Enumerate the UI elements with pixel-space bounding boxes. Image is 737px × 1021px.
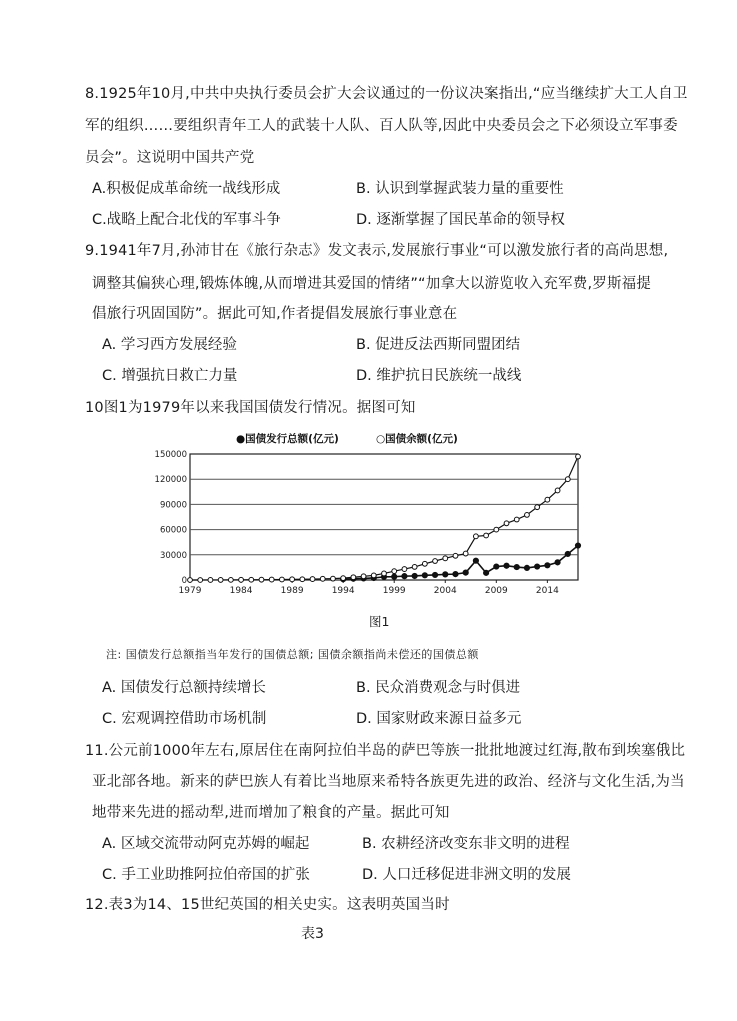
q11-option-c[interactable]: C. 手工业助推阿拉伯帝国的扩张 <box>102 867 310 883</box>
issued-total-point <box>514 564 519 569</box>
debt-balance-point <box>494 527 499 532</box>
series-debt-balance <box>188 454 581 582</box>
x-tick-label: 2009 <box>484 586 508 596</box>
debt-balance-point <box>249 577 254 582</box>
debt-balance-point <box>331 576 336 581</box>
legend-debt-balance: ○国债余额(亿元) <box>376 433 458 445</box>
issued-total-point <box>565 551 570 556</box>
issued-total-point <box>453 572 458 577</box>
debt-balance-point <box>412 564 417 569</box>
debt-balance-point <box>320 576 325 581</box>
debt-balance-point <box>565 477 570 482</box>
national-debt-line-chart <box>150 428 590 600</box>
debt-balance-point <box>218 578 223 583</box>
debt-balance-point <box>208 578 213 583</box>
q9-stem-line-2: 调整其偏狭心理,锻炼体魄,从而增进其爱国的情绪”“加拿大以游览收入充军费,罗斯福提 <box>92 276 652 292</box>
legend-issued-total: ●国债发行总额(亿元) <box>236 433 339 445</box>
debt-balance-point <box>228 577 233 582</box>
figure-caption: 图1 <box>369 614 390 629</box>
debt-balance-point <box>545 497 550 502</box>
q11-option-a[interactable]: A. 区域交流带动阿克苏姆的崛起 <box>102 836 310 852</box>
x-tick-label: 1979 <box>178 586 202 596</box>
issued-total-point <box>494 564 499 569</box>
plot-frame <box>190 454 578 580</box>
debt-balance-point <box>433 559 438 564</box>
issued-total-point <box>575 543 580 548</box>
issued-total-point <box>504 563 509 568</box>
q8-option-a[interactable]: A.积极促成革命统一战线形成 <box>92 181 281 197</box>
q9-stem-line-1: 9.1941年7月,孙沛甘在《旅行杂志》发文表示,发展旅行事业“可以激发旅行者的高尚思想, <box>85 243 669 259</box>
debt-balance-point <box>443 556 448 561</box>
debt-balance-point <box>300 577 305 582</box>
debt-balance-point <box>279 577 284 582</box>
x-axis-ticks <box>179 580 560 596</box>
debt-balance-point <box>535 505 540 510</box>
debt-balance-point <box>351 575 356 580</box>
debt-balance-point <box>371 573 376 578</box>
debt-balance-point <box>555 488 560 493</box>
x-tick-label: 1994 <box>331 586 355 596</box>
debt-balance-point <box>259 577 264 582</box>
y-tick-label: 60000 <box>159 525 187 536</box>
y-tick-label: 30000 <box>159 550 187 561</box>
x-tick-label: 2004 <box>433 586 457 596</box>
issued-total-point <box>392 574 397 579</box>
y-tick-label: 150000 <box>154 450 187 460</box>
debt-balance-point <box>310 577 315 582</box>
x-tick-label: 2014 <box>535 586 559 596</box>
debt-balance-point <box>402 567 407 572</box>
debt-balance-line <box>190 457 578 580</box>
q8-option-c[interactable]: C.战略上配合北伐的军事斗争 <box>92 212 281 228</box>
debt-balance-point <box>484 533 489 538</box>
q10-option-b[interactable]: B. 民众消费观念与时俱进 <box>356 680 521 696</box>
debt-balance-point <box>341 576 346 581</box>
q8-stem-line-3: 员会”。这说明中国共产党 <box>85 150 255 166</box>
q9-option-d[interactable]: D. 维护抗日民族统一战线 <box>356 368 522 384</box>
debt-balance-point <box>198 578 203 583</box>
q10-option-d[interactable]: D. 国家财政来源日益多元 <box>356 711 522 727</box>
q10-option-c[interactable]: C. 宏观调控借助市场机制 <box>102 711 267 727</box>
q11-option-b[interactable]: B. 农耕经济改变东非文明的进程 <box>362 836 570 852</box>
q8-option-d[interactable]: D. 逐渐掌握了国民革命的领导权 <box>356 212 565 228</box>
q9-option-a[interactable]: A. 学习西方发展经验 <box>102 337 237 353</box>
q9-option-b[interactable]: B. 促进反法西斯同盟团结 <box>356 337 521 353</box>
issued-total-point <box>412 573 417 578</box>
issued-total-point <box>432 572 437 577</box>
debt-balance-point <box>239 577 244 582</box>
q8-option-b[interactable]: B. 认识到掌握武装力量的重要性 <box>356 181 564 197</box>
q12-stem: 12.表3为14、15世纪英国的相关史实。这表明英国当时 <box>85 897 450 913</box>
chart-legend <box>236 432 458 445</box>
y-tick-label: 90000 <box>159 500 187 511</box>
debt-balance-point <box>514 517 519 522</box>
q8-stem-line-1: 8.1925年10月,中共中央执行委员会扩大会议通过的一份议决案指出,“应当继续扩大工人自卫 <box>85 86 688 102</box>
debt-balance-point <box>392 569 397 574</box>
q10-option-a[interactable]: A. 国债发行总额持续增长 <box>102 680 266 696</box>
issued-total-point <box>443 572 448 577</box>
y-tick-label: 0 <box>181 576 187 586</box>
issued-total-point <box>535 564 540 569</box>
debt-balance-point <box>269 577 274 582</box>
debt-balance-point <box>188 578 193 583</box>
issued-total-point <box>524 565 529 570</box>
debt-balance-point <box>422 561 427 566</box>
debt-balance-point <box>504 521 509 526</box>
q9-stem-line-3: 倡旅行巩固国防”。据此可知,作者提倡发展旅行事业意在 <box>92 306 458 322</box>
issued-total-point <box>545 563 550 568</box>
q11-stem-line-2: 亚北部各地。新来的萨巴族人有着比当地原来希特各族更先进的政治、经济与文化生活,为当 <box>92 774 685 790</box>
table-caption: 表3 <box>301 926 324 942</box>
q9-option-c[interactable]: C. 增强抗日救亡力量 <box>102 368 238 384</box>
q11-option-d[interactable]: D. 人口迁移促进非洲文明的发展 <box>362 867 571 883</box>
q10-stem: 10图1为1979年以来我国国债发行情况。据图可知 <box>85 400 416 416</box>
issued-total-point <box>463 570 468 575</box>
q11-stem-line-3: 地带来先进的摇动犁,进而增加了粮食的产量。据此可知 <box>92 805 450 821</box>
debt-balance-point <box>525 513 530 518</box>
chart-grid <box>190 454 578 580</box>
y-tick-label: 120000 <box>154 475 187 486</box>
x-tick-label: 1989 <box>280 586 304 596</box>
issued-total-point <box>402 574 407 579</box>
debt-balance-point <box>290 577 295 582</box>
debt-balance-point <box>473 534 478 539</box>
debt-balance-point <box>382 571 387 576</box>
q11-stem-line-1: 11.公元前1000年左右,原居住在南阿拉伯半岛的萨巴等族一批批地渡过红海,散布到埃塞俄比 <box>85 743 686 759</box>
x-tick-label: 1999 <box>382 586 406 596</box>
x-tick-label: 1984 <box>229 586 253 596</box>
debt-balance-point <box>463 551 468 556</box>
figure-note: 注: 国债发行总额指当年发行的国债总额; 国债余额指尚未偿还的国债总额 <box>106 648 479 661</box>
q8-stem-line-2: 军的组织……要组织青年工人的武装十人队、百人队等,因此中央委员会之下必须设立军事委 <box>85 118 678 134</box>
issued-total-point <box>555 560 560 565</box>
debt-balance-point <box>361 574 366 579</box>
issued-total-point <box>422 573 427 578</box>
issued-total-point <box>473 558 478 563</box>
y-axis-ticks <box>155 450 187 586</box>
debt-balance-point <box>576 454 581 459</box>
debt-balance-point <box>453 553 458 558</box>
issued-total-point <box>484 570 489 575</box>
